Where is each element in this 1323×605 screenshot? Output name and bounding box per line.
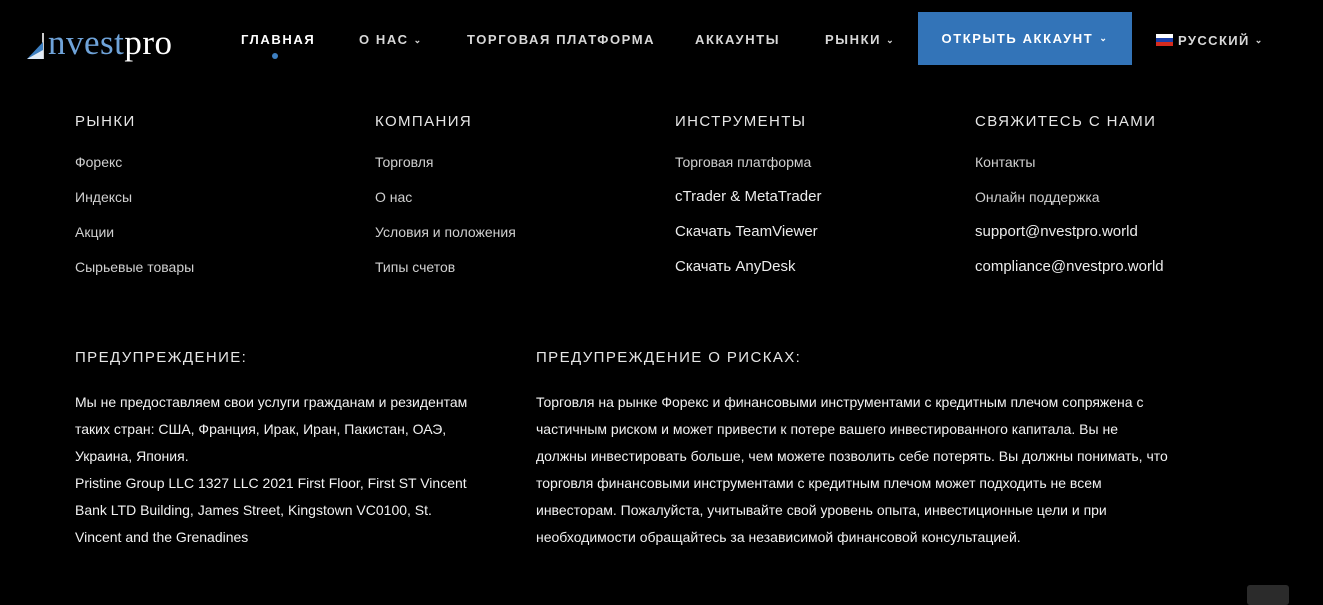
footer-link-indices[interactable]: Индексы: [75, 189, 133, 205]
risk-line: необходимости обращайтесь за независимой финансовой консультацией.: [536, 529, 1021, 545]
footer-link-contacts[interactable]: Контакты: [975, 154, 1036, 170]
warning-line: Мы не предоставляем свои услуги гражданам и резидентам: [75, 394, 468, 410]
risk-warning-block: [536, 348, 1276, 551]
scroll-to-top-button[interactable]: [1247, 585, 1289, 605]
footer-link-about[interactable]: О нас: [375, 189, 413, 205]
footer-link-stocks[interactable]: Акции: [75, 224, 115, 240]
logo[interactable]: [26, 14, 173, 60]
nav-about-label: О НАС: [359, 32, 409, 47]
footer-link-account-types[interactable]: Типы счетов: [375, 259, 456, 275]
warning-text: [75, 389, 525, 551]
address-line: Vincent and the Grenadines: [75, 529, 249, 545]
open-account-button[interactable]: [918, 12, 1132, 65]
risk-warning-text: [536, 389, 1276, 551]
nav-home-label: ГЛАВНАЯ: [241, 32, 316, 47]
footer-link-commodities[interactable]: Сырьевые товары: [75, 259, 195, 275]
language-label: РУССКИЙ: [1178, 32, 1250, 48]
chevron-down-icon: ⌄: [1099, 33, 1109, 43]
risk-line: инвесторам. Пожалуйста, учитывайте свой уровень опыта, инвестиционные цели и при: [536, 502, 1107, 518]
footer-col-title: СВЯЖИТЕСЬ С НАМИ: [975, 113, 1157, 130]
footer-col-tools: [675, 112, 821, 292]
footer-link-forex[interactable]: Форекс: [75, 154, 123, 170]
footer-col-company: [375, 112, 516, 292]
address-line: Pristine Group LLC 1327 LLC 2021 First Floor, First ST Vincent: [75, 475, 467, 491]
risk-line: Торговля на рынке Форекс и финансовыми инструментами с кредитным плечом сопряжена с: [536, 394, 1144, 410]
language-selector[interactable]: [1156, 30, 1264, 50]
risk-line: должны инвестировать больше, чем можете позволить себе потерять. Вы должны понимать, что: [536, 448, 1168, 464]
address-line: Bank LTD Building, James Street, Kingstown VC0100, St.: [75, 502, 432, 518]
footer-col-markets: [75, 112, 194, 292]
nav-about[interactable]: [359, 30, 423, 50]
nav-platform-label: ТОРГОВАЯ ПЛАТФОРМА: [467, 32, 656, 47]
warning-line: таких стран: США, Франция, Ирак, Иран, Пакистан, ОАЭ,: [75, 421, 447, 437]
footer-link-trading[interactable]: Торговля: [375, 154, 434, 170]
nav-home[interactable]: [241, 30, 315, 50]
footer-col-title: РЫНКИ: [75, 113, 136, 130]
logo-mark-icon: [26, 32, 46, 60]
logo-text: [48, 25, 173, 60]
footer-link-online-support[interactable]: Онлайн поддержка: [975, 189, 1100, 205]
logo-text-part2: pro: [124, 23, 173, 62]
risk-line: торговля финансовыми инструментами с кредитным плечом может подходить не всем: [536, 475, 1102, 491]
site-header: [0, 0, 1323, 80]
risk-warning-title: ПРЕДУПРЕЖДЕНИЕ О РИСКАХ:: [536, 349, 802, 366]
chevron-down-icon: ⌄: [1254, 34, 1264, 45]
warning-title: ПРЕДУПРЕЖДЕНИЕ:: [75, 349, 248, 366]
footer-link-anydesk[interactable]: Скачать AnyDesk: [675, 258, 796, 275]
nav-accounts-label: АККАУНТЫ: [695, 32, 781, 47]
warning-block: [75, 348, 525, 551]
open-account-label: ОТКРЫТЬ АККАУНТ: [941, 31, 1094, 46]
logo-text-part1: nvest: [48, 23, 125, 62]
nav-platform[interactable]: [467, 30, 655, 50]
footer-link-ctrader-metatrader[interactable]: cTrader & MetaTrader: [675, 188, 822, 205]
footer-link-trading-platform[interactable]: Торговая платформа: [675, 154, 812, 170]
nav-markets[interactable]: [825, 30, 895, 50]
footer-col-contact: [975, 112, 1164, 292]
footer-link-compliance-email[interactable]: compliance@nvestpro.world: [975, 258, 1164, 275]
nav-markets-label: РЫНКИ: [825, 32, 882, 47]
footer-link-support-email[interactable]: support@nvestpro.world: [975, 223, 1138, 240]
chevron-down-icon: ⌄: [413, 35, 423, 45]
warning-line: Украина, Япония.: [75, 448, 189, 464]
footer-link-teamviewer[interactable]: Скачать TeamViewer: [675, 223, 818, 240]
chevron-down-icon: ⌄: [886, 35, 896, 45]
footer-col-title: ИНСТРУМЕНТЫ: [675, 113, 807, 130]
footer-link-terms[interactable]: Условия и положения: [375, 224, 516, 240]
risk-line: частичным риском и может привести к потере вашего инвестированного капитала. Вы не: [536, 421, 1118, 437]
nav-accounts[interactable]: [695, 30, 780, 50]
active-indicator: [272, 53, 278, 59]
footer-col-title: КОМПАНИЯ: [375, 113, 473, 130]
russia-flag-icon: [1156, 34, 1173, 46]
